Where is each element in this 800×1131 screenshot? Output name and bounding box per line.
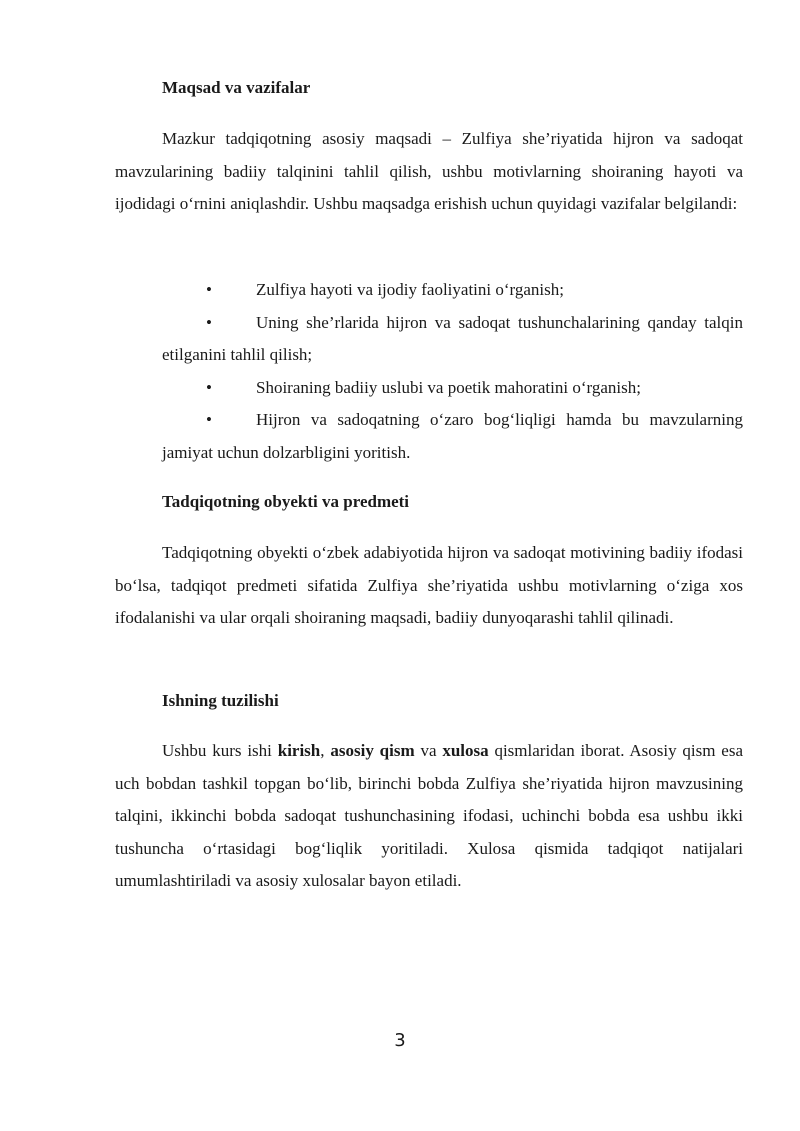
task-text: Zulfiya hayoti va ijodiy faoliyatini o‘rganish; bbox=[256, 280, 564, 299]
task-item bbox=[115, 404, 743, 469]
heading-object: Tadqiqotning obyekti va predmeti bbox=[162, 492, 410, 511]
task-text: Hijron va sadoqatning o‘zaro bog‘liqligi hamda bu mavzularning jamiyat uchun dolzarbligini yoritish. bbox=[162, 410, 743, 462]
heading-goals: Maqsad va vazifalar bbox=[162, 78, 311, 97]
structure-text: , bbox=[320, 741, 331, 760]
paragraph-goal: Mazkur tadqiqotning asosiy maqsadi – Zulfiya she’riyatida hijron va sadoqat mavzularining badiiy talqinini tahlil qilish, ushbu motivlarning shoiraning hayoti va ijodidagi o‘rnini aniqlashdir. Ushbu maqsadga erishish uchun quyidagi vazifalar belgilandi: bbox=[115, 129, 743, 213]
structure-term-conclusion: xulosa bbox=[442, 741, 489, 760]
paragraph-structure bbox=[115, 735, 743, 898]
bullet-icon: • bbox=[206, 312, 212, 332]
task-item bbox=[115, 307, 743, 372]
structure-text: qismlaridan iborat. Asosiy qism esa uch bobdan tashkil topgan bo‘lib, birinchi bobda Zulfiya she’riyatida hijron mavzusining talqini, ikkinchi bobda sadoqat tushunchasining ifodasi, uchinchi bobda esa ushbu ikki tushuncha o‘rtasidagi bog‘liqlik yoritiladi. Xulosa qismida tadqiqot natijalari umumlashtiriladi va asosiy xulosalar bayon etiladi. bbox=[115, 741, 744, 890]
structure-term-intro: kirish bbox=[277, 741, 321, 760]
structure-text: va bbox=[414, 741, 443, 760]
bullet-icon: • bbox=[206, 280, 212, 299]
page-number: 3 bbox=[394, 1030, 406, 1051]
bullet-icon: • bbox=[206, 377, 212, 397]
task-item bbox=[115, 372, 743, 405]
bullet-icon: • bbox=[206, 410, 212, 429]
task-text: Shoiraning badiiy uslubi va poetik mahoratini o‘rganish; bbox=[256, 377, 641, 397]
structure-text: Ushbu kurs ishi bbox=[162, 741, 278, 760]
heading-structure: Ishning tuzilishi bbox=[162, 691, 279, 710]
task-list bbox=[115, 274, 743, 469]
paragraph-object: Tadqiqotning obyekti o‘zbek adabiyotida hijron va sadoqat motivining badiiy ifodasi bo‘lsa, tadqiqot predmeti sifatida Zulfiya she’riyatida ushbu motivlarning o‘ziga xos ifodalanishi va ular orqali shoiraning maqsadi, badiiy dunyoqarashi tahlil qilinadi. bbox=[115, 543, 743, 627]
task-text: Uning she’rlarida hijron va sadoqat tushunchalarining qanday talqin etilganini tahlil qilish; bbox=[162, 312, 743, 364]
task-item bbox=[115, 274, 743, 307]
structure-term-main: asosiy qism bbox=[330, 741, 415, 760]
